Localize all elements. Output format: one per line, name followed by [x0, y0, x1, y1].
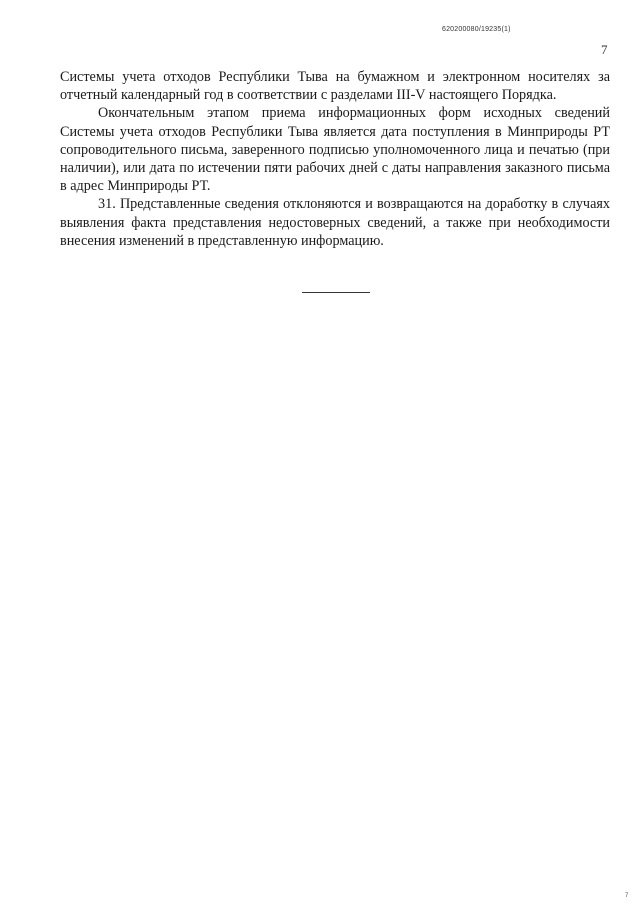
end-divider	[302, 292, 370, 293]
paragraph-31: 31. Представленные сведения отклоняются и возвращаются на доработку в случаях выявления факта представления недостоверных сведений, а также при необходимости внесения изменений в представленную информацию.	[60, 196, 610, 249]
corner-page-mark: 7	[625, 893, 629, 899]
paragraph-continuation: Системы учета отходов Республики Тыва на бумажном и электронном носителях за отчетный календарный год в соответствии с разделами III-V настоящего Порядка.	[60, 69, 610, 104]
page-number: 7	[601, 42, 608, 57]
paragraph-final-stage: Окончательным этапом приема информационных форм исходных сведений Системы учета отходов Республики Тыва является дата поступления в Минприроды РТ сопроводительного письма, заверенного подписью уполномоченного лица и печатью (при наличии), или дата по истечении пяти рабочих дней с даты направления заказного письма в адрес Минприроды РТ.	[60, 105, 610, 195]
document-body	[60, 68, 610, 250]
document-code: 620200080/19235(1)	[442, 26, 511, 33]
